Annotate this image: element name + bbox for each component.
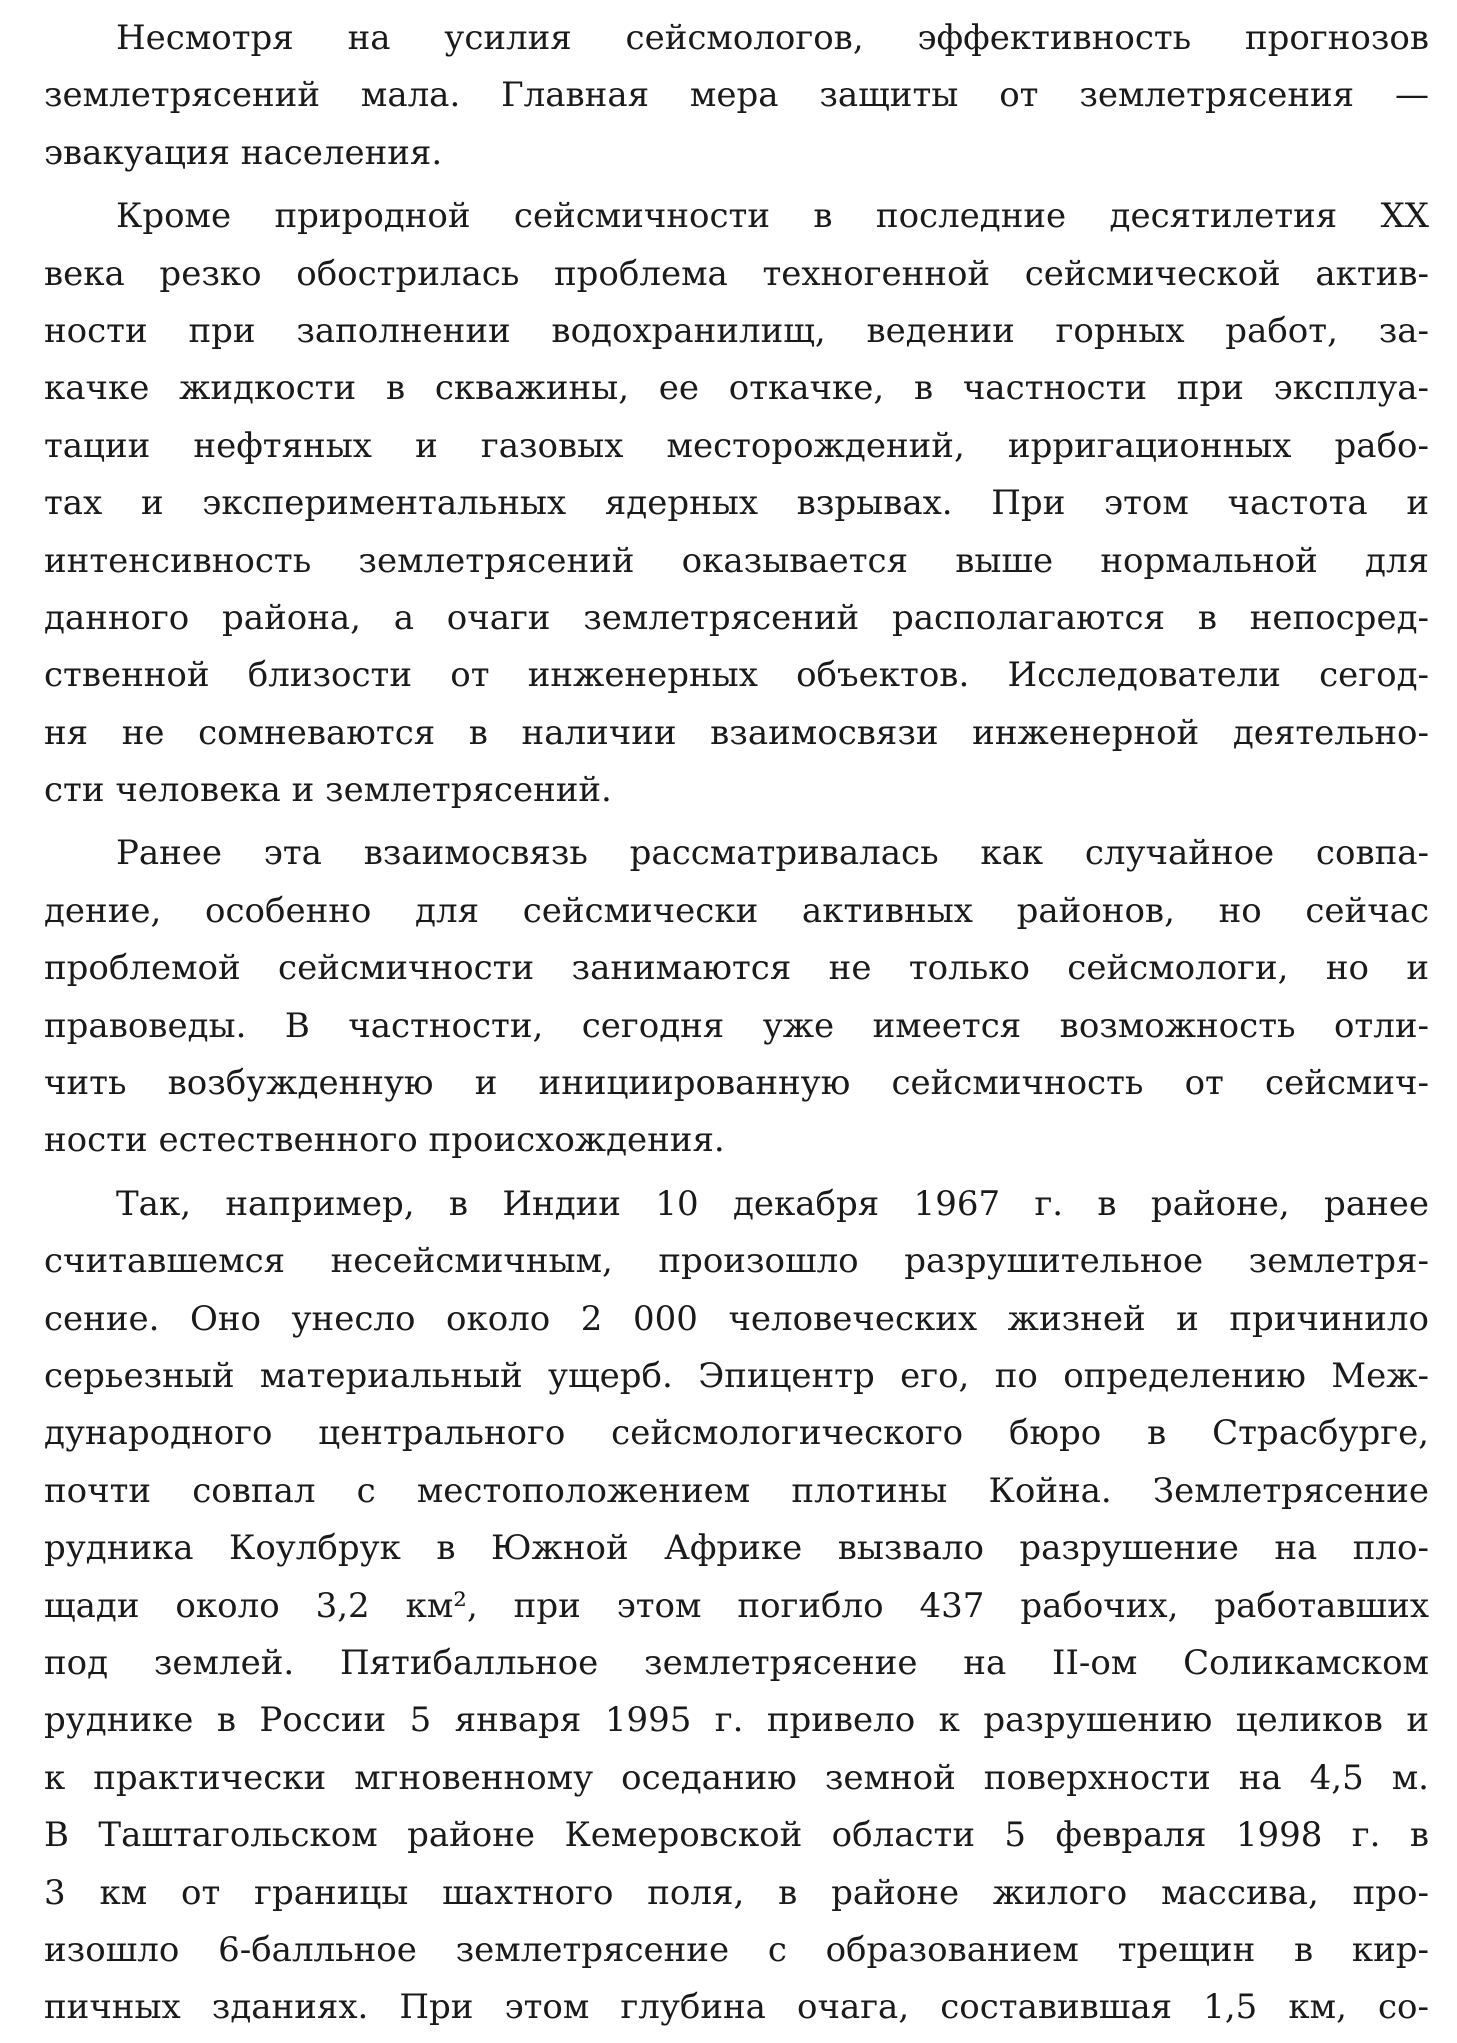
text-line: дение, особенно для сейсмически активных районов, но сейчас: [44, 890, 1429, 931]
text-line: пичных зданиях. При этом глубина очага, составившая 1,5 км, со-: [44, 1987, 1429, 2028]
text-line: чить возбужденную и инициированную сейсмичность от сейсмич-: [44, 1063, 1429, 1104]
text-line: ня не сомневаются в наличии взаимосвязи инженерной деятельно-: [44, 712, 1429, 753]
paragraph-2: [44, 188, 1429, 819]
text-line: изошло 6-балльное землетрясение с образованием трещин в кир-: [44, 1929, 1429, 1970]
text-line: рудника Коулбрук в Южной Африке вызвало разрушение на пло-: [44, 1528, 1429, 1569]
paragraph-4: [44, 1176, 1429, 2037]
text-line: проблемой сейсмичности занимаются не только сейсмологи, но и: [44, 948, 1429, 989]
text-line: Кроме природной сейсмичности в последние десятилетия XX: [116, 196, 1429, 237]
text-line: качке жидкости в скважины, ее откачке, в частности при эксплуа-: [44, 368, 1429, 409]
text-line: В Таштагольском районе Кемеровской области 5 февраля 1998 г. в: [44, 1815, 1429, 1856]
text-line: сение. Оно унесло около 2 000 человеческих жизней и причинило: [44, 1298, 1429, 1339]
text-line: землетрясений мала. Главная мера защиты от землетрясения —: [44, 75, 1429, 116]
text-line: тации нефтяных и газовых месторождений, ирригационных рабо-: [44, 425, 1429, 466]
text-line: почти совпал с местоположением плотины Койна. Землетрясение: [44, 1470, 1429, 1511]
text-line: ности при заполнении водохранилищ, ведении горных работ, за-: [44, 310, 1429, 351]
text-line: ности естественного происхождения.: [44, 1120, 725, 1161]
text-line: Несмотря на усилия сейсмологов, эффективность прогнозов: [116, 18, 1429, 58]
text-line: руднике в России 5 января 1995 г. привело к разрушению целиков и: [44, 1700, 1429, 1741]
text-line: серьезный материальный ущерб. Эпицентр его, по определению Меж-: [44, 1355, 1429, 1396]
text-line: эвакуация населения.: [44, 132, 443, 173]
text-line: данного района, а очаги землетрясений располагаются в непосред-: [44, 597, 1429, 638]
text-line: к практически мгновенному оседанию земной поверхности на 4,5 м.: [44, 1757, 1429, 1798]
text-line: ственной близости от инженерных объектов. Исследователи сегод-: [44, 655, 1429, 696]
text-line: Ранее эта взаимосвязь рассматривалась как случайное совпа-: [116, 833, 1429, 874]
paragraph-1: [44, 10, 1429, 182]
text-line: считавшемся несейсмичным, произошло разрушительное землетря-: [44, 1241, 1429, 1282]
text-line: 3 км от границы шахтного поля, в районе жилого массива, про-: [44, 1872, 1429, 1913]
text-line: щади около 3,2 км², при этом погибло 437 рабочих, работавших: [44, 1585, 1429, 1626]
text-line: Так, например, в Индии 10 декабря 1967 г. в районе, ранее: [116, 1183, 1429, 1224]
text-line: сти человека и землетрясений.: [44, 770, 612, 811]
paragraph-3: [44, 825, 1429, 1169]
text-line: дународного центрального сейсмологического бюро в Страсбурге,: [44, 1413, 1429, 1454]
text-line: тах и экспериментальных ядерных взрывах. При этом частота и: [44, 483, 1429, 524]
text-line: под землей. Пятибалльное землетрясение на II-ом Соликамском: [44, 1642, 1429, 1683]
text-line: века резко обострилась проблема техногенной сейсмической актив-: [44, 253, 1429, 294]
text-line: правоведы. В частности, сегодня уже имеется возможность отли-: [44, 1005, 1429, 1046]
document-page: [44, 10, 1429, 2043]
text-line: интенсивность землетрясений оказывается выше нормальной для: [44, 540, 1429, 581]
